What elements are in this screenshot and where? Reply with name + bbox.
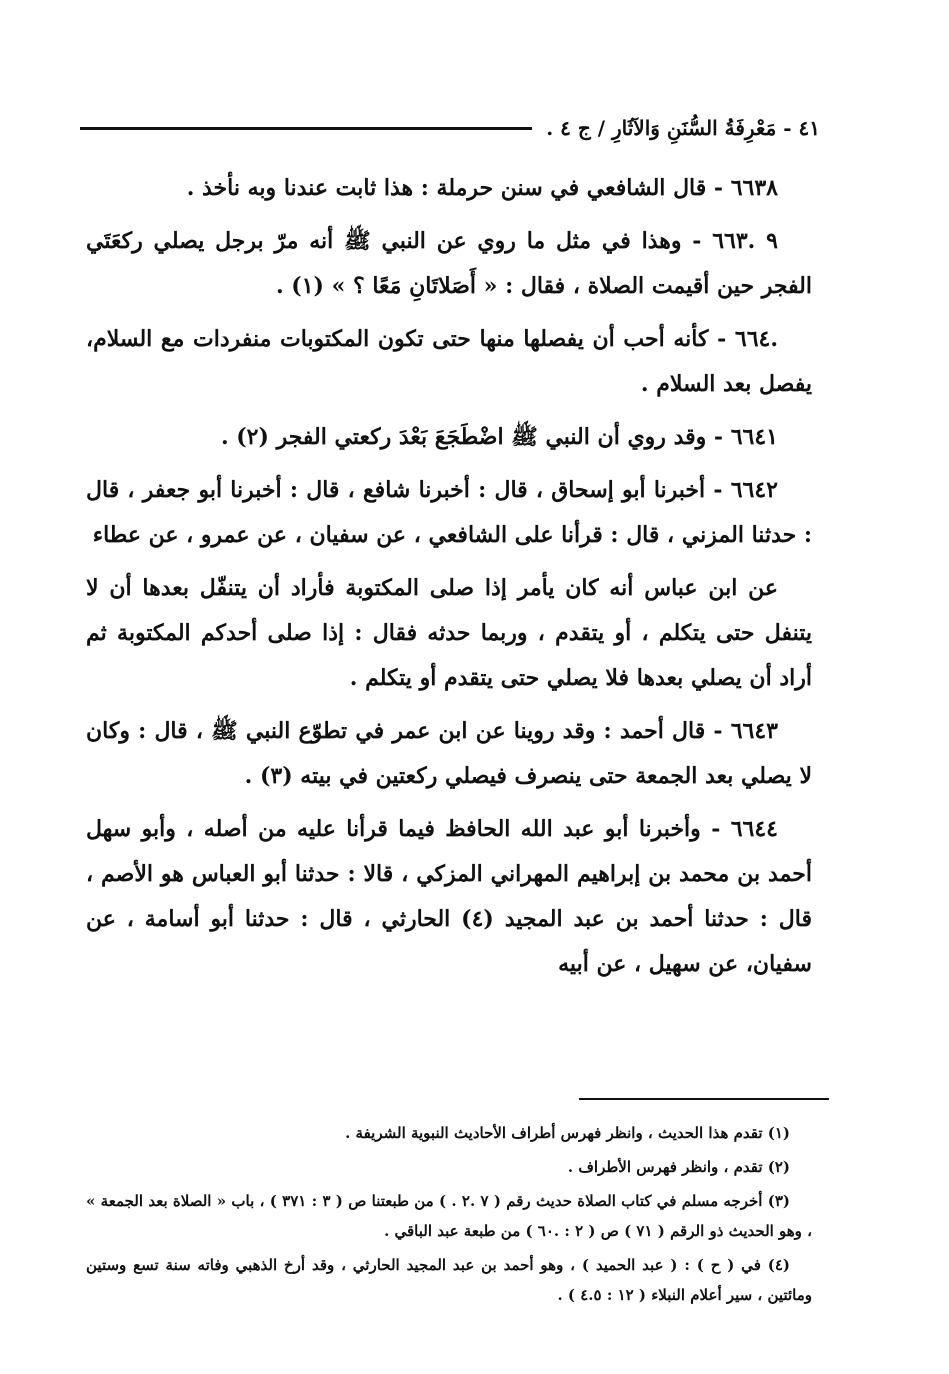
paragraph: عن ابن عباس أنه كان يأمر إذا صلى المكتوبة فأراد أن يتنفّل بعدها أن لا يتنفل حتى يتكلم ، أو يتقدم ، وربما حدثه فقال : إذا صلى أحدكم المكتوبة ثم أراد أن يصلي بعدها فلا يصلي حتى يتقدم أو يتكلم . [86,575,812,691]
footnote-rule [579,1098,829,1100]
main-text [86,166,812,995]
paragraph: .٦٦٤ - كأنه أحب أن يفصلها منها حتى تكون المكتوبات منفردات مع السلام، يفصل بعد السلام . [86,326,812,397]
paragraph: ٦٦٤٢ - أخبرنا أبو إسحاق ، قال : أخبرنا شافع ، قال : أخبرنا أبو جعفر ، قال : حدثنا المزني ، قال : قرأنا على الشافعي ، عن سفيان ، عن عمرو ، عن عطاء [86,477,812,548]
paragraph: ٦٦٤١ - وقد روي أن النبي ﷺ اضْطَجَعَ بَعْدَ ركعتي الفجر (٢) . [220,424,778,450]
header-rule [80,127,532,130]
running-title: ٤١ - مَعْرِفَةُ السُّنَنِ وَالآثَارِ / ج ٤ . [546,116,820,140]
footnote: (٢) تقدم ، وانظر فهرس الأطراف . [567,1158,790,1176]
footnotes [86,1118,812,1314]
paragraph: ٩ .٦٦٣ - وهذا في مثل ما روي عن النبي ﷺ أنه مرّ برجل يصلي ركعَتَي الفجر حين أقيمت الصلاة ، فقال : « أَصَلاتَانِ مَعًا ؟ » (١) . [86,228,812,299]
footnote: (١) تقدم هذا الحديث ، وانظر فهرس أطراف الأحاديث النبوية الشريفة . [345,1124,790,1142]
footnote: (٣) أخرجه مسلم في كتاب الصلاة حديث رقم ( ٧ .٢ . ) من طبعتنا ص ( ٣ : ٣٧١ ) ، باب « الصلاة بعد الجمعة » ، وهو الحديث ذو الرقم ( ٧١ ) ص ( ٢ : .٦٠ ) من طبعة عبد الباقي . [86,1192,812,1240]
footnote: (٤) في ( ح ) : ( عبد الحميد ) ، وهو أحمد بن عبد المجيد الحارثي ، وقد أرخ الذهبي وفاته سنة تسع وستين ومائتين ، سير أعلام النبلاء ( ١٢ : ٤.٥ ) . [86,1256,812,1304]
paragraph: ٦٦٤٣ - قال أحمد : وقد روينا عن ابن عمر في تطوّع النبي ﷺ ، قال : وكان لا يصلي بعد الجمعة حتى ينصرف فيصلي ركعتين في بيته (٣) . [86,718,812,789]
paragraph: ٦٦٤٤ - وأخبرنا أبو عبد الله الحافظ فيما قرأنا عليه من أصله ، وأبو سهل أحمد بن محمد بن إبراهيم المهراني المزكي ، قالا : حدثنا أبو العباس هو الأصم ، قال : حدثنا أحمد بن عبد المجيد (٤) الحارثي ، قال : حدثنا أبو أسامة ، عن سفيان، عن سهيل ، عن أبيه [86,816,812,977]
running-header [80,108,820,148]
paragraph: ٦٦٣٨ - قال الشافعي في سنن حرملة : هذا ثابت عندنا وبه نأخذ . [186,175,778,201]
